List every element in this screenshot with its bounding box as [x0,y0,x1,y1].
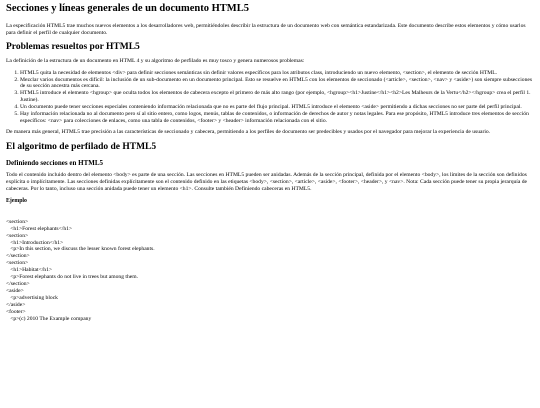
document-page [0,3,540,323]
code-example: <section> <h1>Forest elephants</h1> <section> <h1>Introduction</h1> <p>In this section, we discuss the lesser known forest elephants. </section> <section> <h1>Habitat</h1> <p>Forest elephants do not live in trees but among them. </section> <aside> <p>advertising block </aside> <footer> <p>(c) 2010 The Example company [6,218,155,322]
example-label: Ejemplo [6,197,27,204]
problems-list [6,70,534,125]
subsection-heading-defining: Definiendo secciones en HTML5 [6,158,104,167]
section-heading-problems: Problemas resueltos por HTML5 [6,42,140,53]
list-item: 5. Hay información relacionada no al documento pero sí al sitio entero, como logos, menús, tablas de contenidos, o información de derechos de autor y notas legales. Para ese propósito, HTML5 introduce tres elementos de sección específicos: <nav> para colecciones de enlaces, como una tabla de contenidos, <footer> y <header> información relacionada con el sitio. [20,111,534,125]
list-item: 1. HTML5 quita la necesidad de elementos <div> para definir secciones semánticas sin definir valores específicos para los atributos class, introduciendo un nuevo elemento, <section>, el elemento de sección HTML. [20,70,534,77]
list-item: 4. Un documento puede tener secciones especiales conteniendo información relacionada que no es parte del flujo principal. HTML5 introduce el elemento <aside> permitiendo a dichas secciones no ser parte del perfil principal. [20,104,534,111]
list-item: 2. Mezclar varios documentos es difícil: la inclusión de un sub-documento en un documento principal. Esto se resuelve en HTML5 con los elementos de seccionado (<article>, <section>, <nav> y <aside>) son siempre subsecciones de su sección ancestra más cercana. [20,77,534,91]
page-title: Secciones y líneas generales de un documento HTML5 [6,3,249,14]
list-item: 3. HTML5 introduce el elemento <hgroup> que oculta todos los elementos de cabecera excepto el primero de más alto rango (por ejemplo, <hgroup><h1>Justine</h1><h2>Les Malheurs de la Vertu</h2></hgroup> crea el perfil 1. Justine). [20,90,534,104]
defining-paragraph: Todo el contenido incluido dentro del elemento <body> es parte de una sección. Las secciones en HTML5 pueden ser anidadas. Además de la sección principal, definida por el elemento <body>, los límites de la sección son definidos explícita o implícitamente. Las secciones definidas explícitamente son el contenido definido en las etiquetas <body>, <section>, <article>, <aside>, <footer>, <header>, y <nav>. Nota: Cada sección puede tener su propia jerarquía de cabeceras. Por lo tanto, incluso una sección anidada puede tener un elemento <h1>. Consulte también Definiendo cabeceras en HTML5. [6,172,528,192]
problems-outro-paragraph: De manera más general, HTML5 trae precisión a las características de seccionado y cabecera, permitiendo a los perfiles de documento ser predecibles y usados por el navegador para mejorar la experiencia de usuario. [6,129,491,136]
intro-paragraph: La especificación HTML5 trae muchos nuevos elementos a los desarrolladores web, permitiéndoles describir la estructura de un documento web con semántica estandarizada. Este documento describe estos elementos y cómo usarlos para definir el perfil de cualquier documento. [6,22,526,36]
section-heading-algorithm: El algoritmo de perfilado de HTML5 [6,142,157,153]
problems-lead-paragraph: La definición de la estructura de un documento en HTML 4 y su algoritmo de perfilado es muy tosco y genera numerosos problemas: [6,58,305,64]
